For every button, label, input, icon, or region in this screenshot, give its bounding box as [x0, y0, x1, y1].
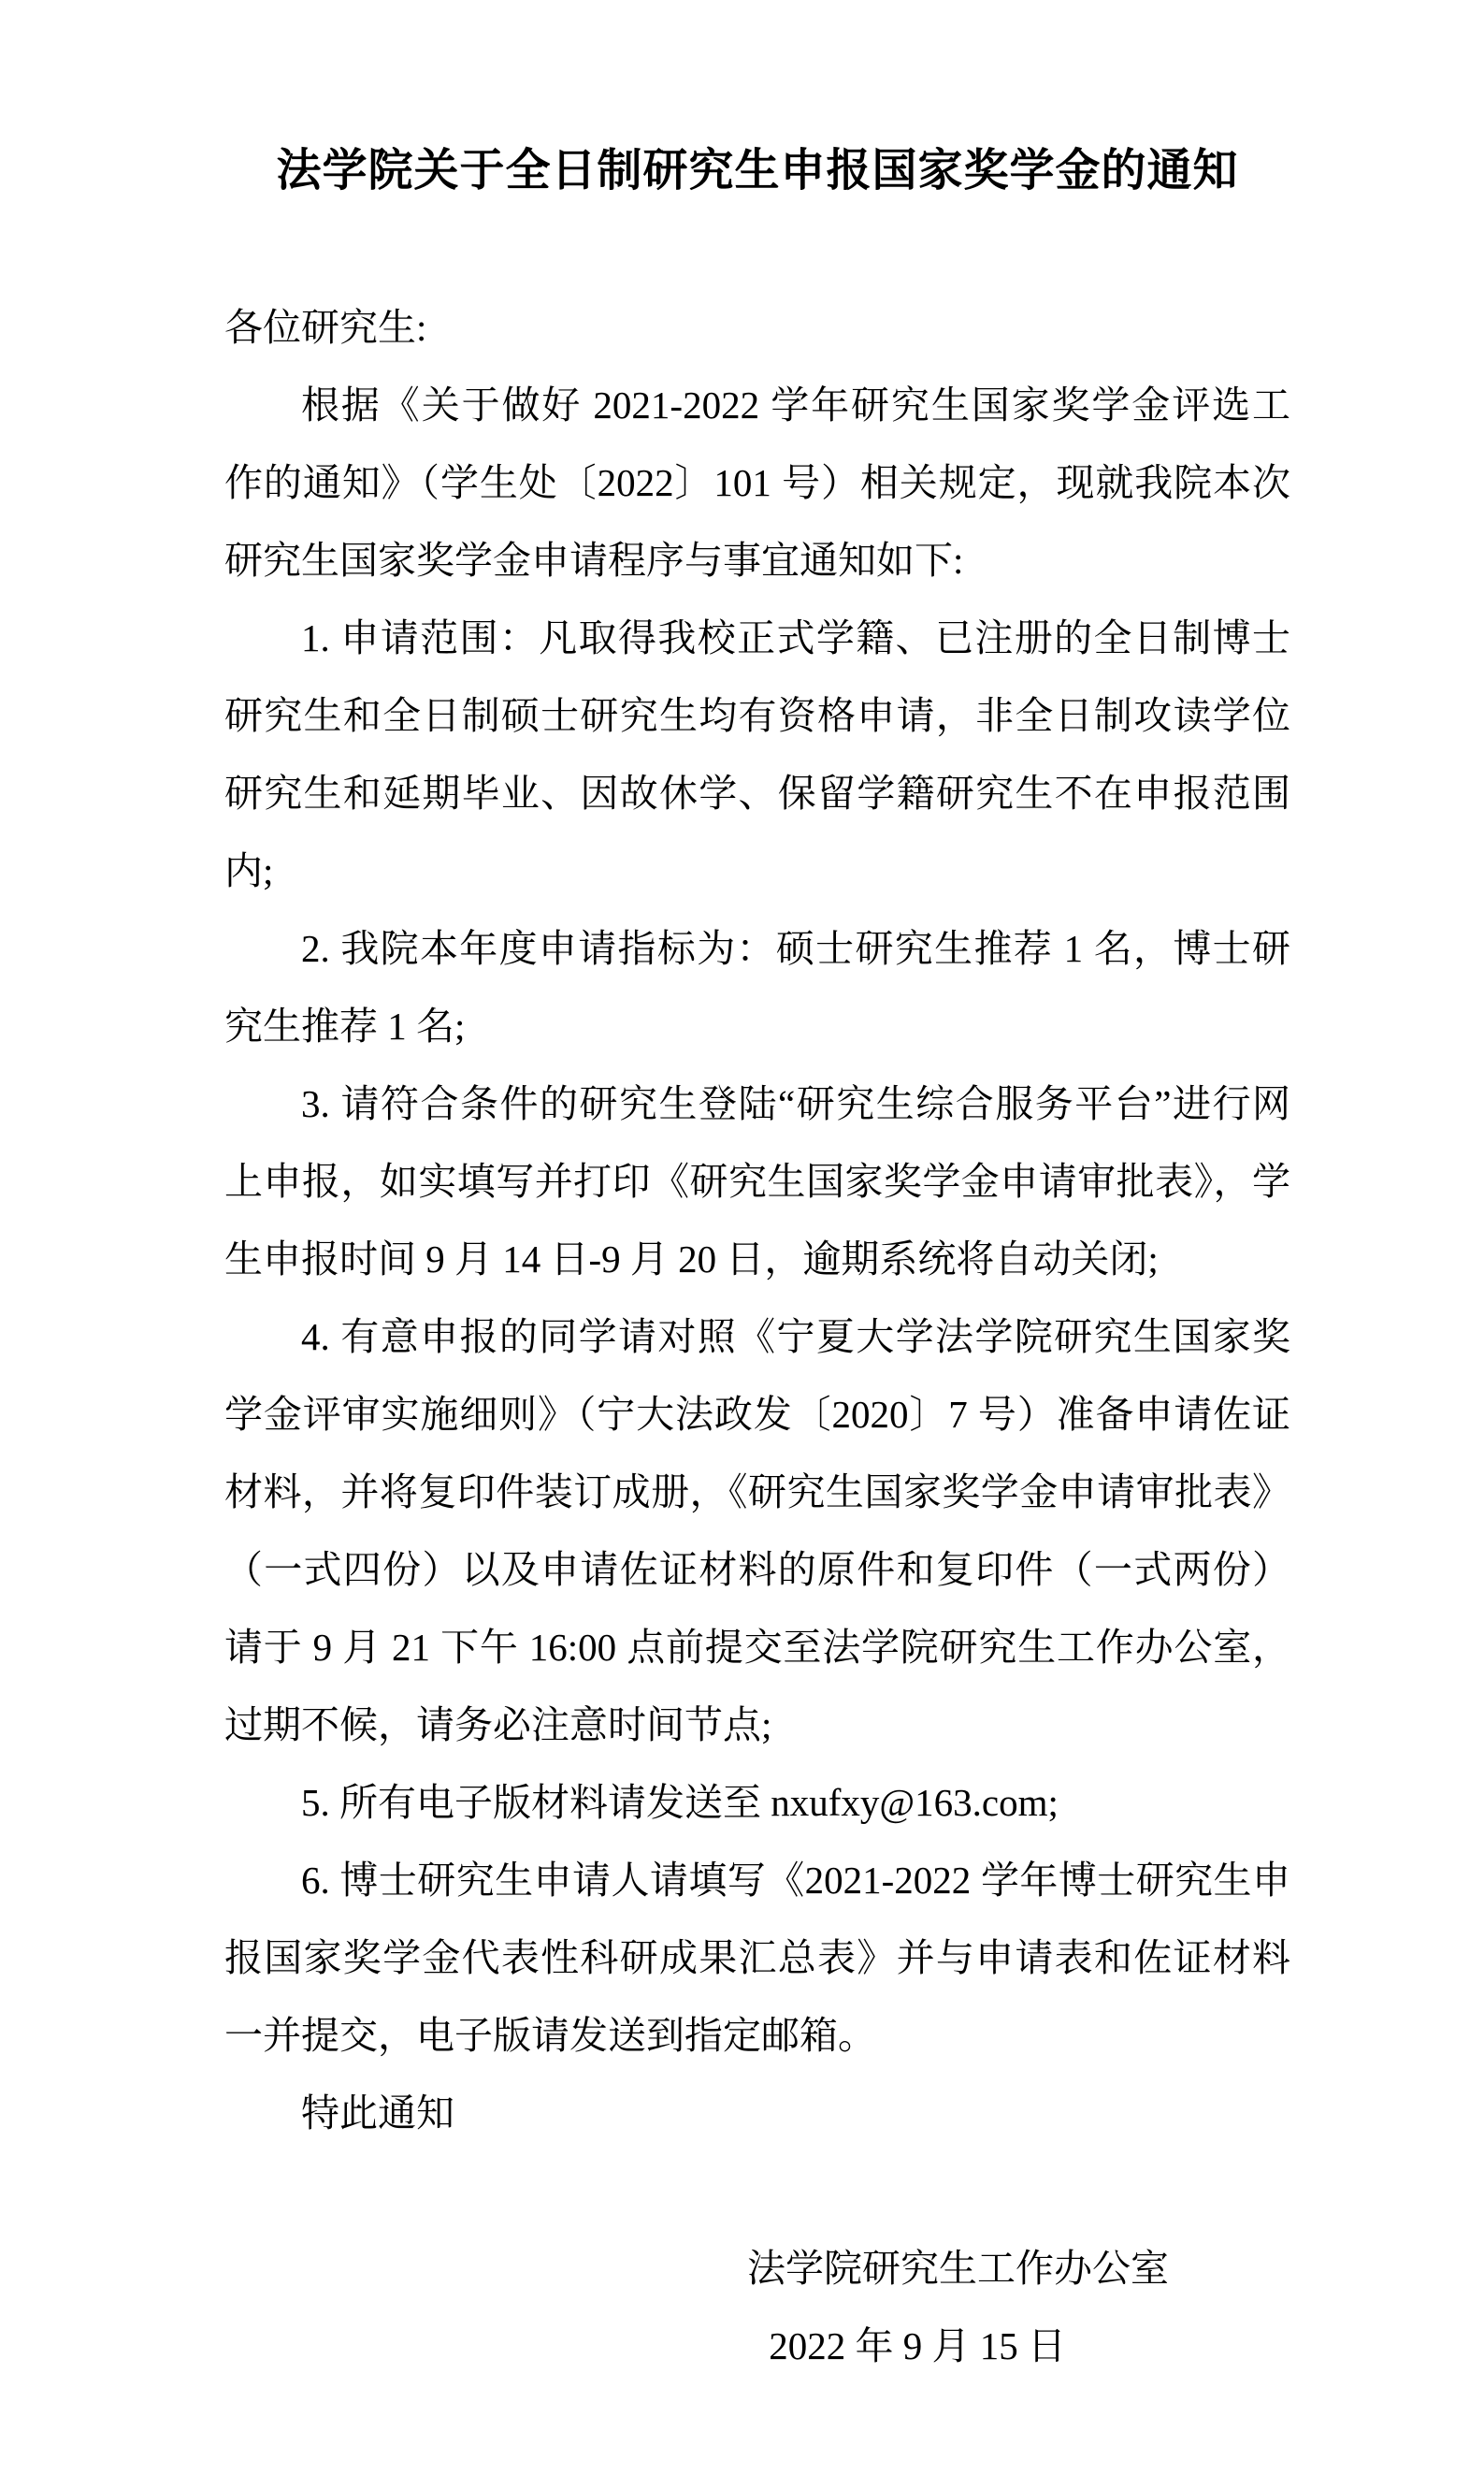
signature-date: 2022 年 9 月 15 日	[769, 2324, 1066, 2367]
item-4-materials: 4. 有意申报的同学请对照《宁夏大学法学院研究生国家奖学金评审实施细则》（宁大法政发〔2020〕7 号）准备申请佐证材料，并将复印件装订成册，《研究生国家奖学金申请审批表》（一式四份）以及申请佐证材料的原件和复印件（一式两份）请于 9 月 21 下午 16:00 点前提交至法学院研究生工作办公室，过期不候，请务必注意时间节点;	[224, 1315, 1290, 1746]
notice-title: 法学院关于全日制研究生申报国家奖学金的通知	[276, 146, 1239, 195]
item-1-application-scope: 1. 申请范围：凡取得我校正式学籍、已注册的全日制博士研究生和全日制硕士研究生均有资格申请，非全日制攻读学位研究生和延期毕业、因故休学、保留学籍研究生不在申报范围内;	[224, 616, 1290, 892]
item-6-doctoral-form: 6. 博士研究生申请人请填写《2021-2022 学年博士研究生申报国家奖学金代表性科研成果汇总表》并与申请表和佐证材料一并提交，电子版请发送到指定邮箱。	[224, 1859, 1290, 2057]
salutation: 各位研究生:	[224, 306, 427, 349]
intro-paragraph: 根据《关于做好 2021-2022 学年研究生国家奖学金评选工作的通知》（学生处〔2022〕101 号）相关规定，现就我院本次研究生国家奖学金申请程序与事宜通知如下:	[224, 383, 1290, 582]
item-5-email: 5. 所有电子版材料请发送至 nxufxy@163.com;	[301, 1781, 1059, 1824]
signature-department: 法学院研究生工作办公室	[747, 2247, 1169, 2290]
item-3-online-application: 3. 请符合条件的研究生登陆“研究生综合服务平台”进行网上申报，如实填写并打印《研究生国家奖学金申请审批表》，学生申报时间 9 月 14 日-9 月 20 日，逾期系统将自动关闭;	[224, 1082, 1290, 1281]
closing-statement: 特此通知	[301, 2091, 454, 2134]
signature-block	[224, 2230, 1290, 2385]
item-2-quota: 2. 我院本年度申请指标为：硕士研究生推荐 1 名，博士研究生推荐 1 名;	[224, 927, 1290, 1048]
